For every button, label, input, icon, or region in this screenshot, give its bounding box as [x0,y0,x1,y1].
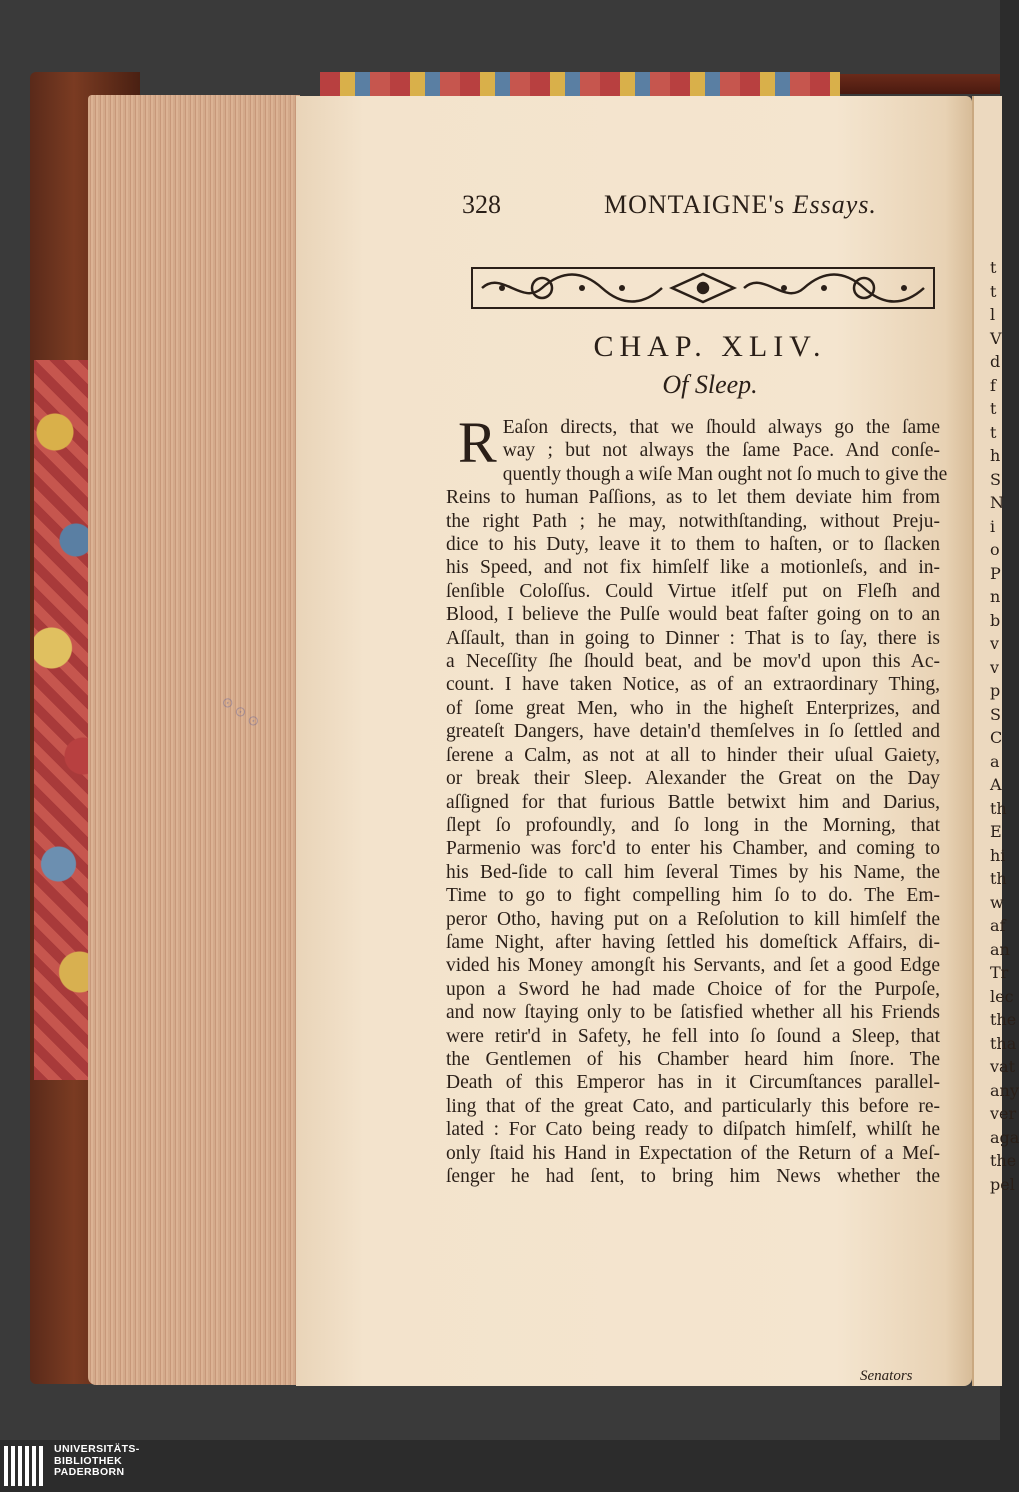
running-title-author: MONTAIGNE's [604,190,786,219]
ornamental-headpiece [472,266,934,310]
text-line: Death of this Emperor has in it Circumſtances parallel- [446,1072,940,1094]
facing-page-fragment: w [990,892,1004,912]
chapter-heading: CHAP. XLIV. [593,330,827,363]
facing-page-fragment: any [990,1080,1019,1100]
facing-page-fragment: i [990,516,996,536]
facing-page-fragment: hi [990,845,1006,865]
facing-page-fragment: V [990,328,1002,348]
facing-page-fragment: the [990,1151,1017,1170]
facing-page-fragment: A [990,775,1002,794]
text-line: way ; but not always the ſame Pace. And conſe- [502,440,940,462]
page-number: 328 [462,190,501,219]
text-line: greateſt Dangers, have detain'd themſelves in ſo ſettled and [446,721,940,743]
chapter-subtitle: Of Sleep. [662,370,758,399]
text-line: Eaſon directs, that we ſhould always go the ſame [502,417,940,438]
text-line: peror Otho, having put on a Reſolution to kill himſelf the [446,908,940,930]
facing-page-fragment: S [990,469,1001,489]
text-line: Parmenio was forc'd to enter his Chamber, and coming to [446,838,940,860]
facing-page-fragment: v [990,657,1000,677]
text-line: only ſtaid his Hand in Expectation of the Return of a Meſ- [446,1142,940,1164]
facing-page-fragment: Tr [990,963,1009,982]
facing-page-fragment: lec [990,986,1014,1006]
drop-cap: R [458,410,497,475]
facing-page-fragment: h [990,446,1001,465]
body-text [446,410,948,1188]
facing-page-fragment: b [990,610,1001,630]
facing-page-fragment: S [990,704,1001,724]
text-line: or break their Sleep. Alexander the Great on the Day [446,768,940,790]
facing-page-fragment: t [990,422,997,442]
text-line: the Gentlemen of his Chamber heard him ſnore. The [446,1048,940,1070]
text-line: his Bed-ſide to call him ſeveral Times by his Name, the [446,861,940,883]
facing-page-fragment: the [990,1010,1017,1029]
text-line: ſerene a Calm, as not at all to hinder their uſual Gaiety, [446,744,940,766]
facing-page-fragment: t [990,399,997,418]
text-line: of ſome great Men, who in the higheſt Enterprizes, and [446,697,940,719]
library-name-line1: UNIVERSITÄTS- [54,1443,140,1455]
text-line: upon a Sword he had made Choice of for the Purpoſe, [446,978,940,1000]
facing-page-fragment: th [990,798,1007,818]
library-footer [0,1440,1000,1492]
facing-page-fragment: l [990,305,996,324]
facing-page-fragment: th [990,869,1007,888]
facing-page-fragment: f [990,375,996,395]
library-stamp: ⊙ ⊙ ⊙ [218,692,264,731]
facing-page-fragment: pel [990,1174,1015,1194]
facing-page-fragment: a [990,751,1000,771]
text-line: lated : For Cato being ready to diſpatch himſelf, whilſt he [446,1119,940,1141]
text-line: ling that of the great Cato, and particularly this before re- [446,1095,940,1117]
text-line: were retir'd in Safety, he fell into ſo ſound a Sleep, that [446,1025,940,1047]
library-name [54,1444,140,1479]
facing-page-fragment: an [990,939,1010,959]
running-title-work: Essays. [792,190,877,219]
text-line: Time to go to fight compelling him ſo to do. The Em- [446,885,940,907]
text-line: aſſigned for that furious Battle betwixt him and Darius, [446,791,940,813]
text-line: the right Path ; he may, notwithſtanding, without Preju- [446,510,940,532]
running-title [604,190,877,220]
facing-page-fragment: p [990,681,1001,700]
marbled-endpaper-top [320,72,840,96]
catchword: Senators [860,1368,913,1384]
facing-page-fragment: d [990,352,1001,371]
library-name-line2: BIBLIOTHEK [54,1454,123,1467]
facing-page-fragment: vat [990,1057,1016,1076]
facing-page-fragment: n [990,587,1001,606]
facing-page [972,96,1019,1386]
text-line: and now ſtaying only to be ſatisfied whether all his Friends [446,1002,940,1024]
facing-page-fragment: C [990,728,1003,747]
facing-page-fragment: aga [990,1127,1019,1147]
text-line: Aſſault, than in going to Dinner : That is to ſay, there is [446,627,940,649]
text-line: dice to his Duty, leave it to them to haſten, or to ſlacken [446,534,940,556]
text-line: ſenger he had ſent, to bring him News whether the [446,1166,940,1187]
headband [840,74,1000,94]
text-line: quently though a wiſe Man ought not ſo much to give the [502,463,948,485]
facing-page-fragment: t [990,258,997,277]
text-line: ſame Night, after having ſettled his domeſtick Affairs, di- [446,931,940,953]
text-line: his Speed, and not fix himſelf like a motionleſs, and in- [446,557,940,579]
text-line: count. I have taken Notice, as of an extraordinary Thing, [446,674,940,696]
text-line: vided his Money amongſt his Servants, and ſet a good Edge [446,955,940,977]
text-line: ſenſible Coloſſus. Could Virtue itſelf put on Fleſh and [446,580,940,602]
facing-page-fragment: t [990,281,997,301]
facing-page-fragment: v [990,634,1000,653]
facing-page-fragment: N [990,493,1004,512]
text-line: a Neceſſity ſhe ſhould beat, and be mov'd upon this Ac- [446,651,940,673]
facing-page-fragment: af [990,916,1006,935]
facing-page-fragment: E [990,822,1002,841]
text-line: Blood, I believe the Pulſe would beat faſter going on to an [446,604,940,626]
library-logo-icon [4,1446,46,1486]
facing-page-fragment: tha [990,1033,1017,1053]
facing-page-text [990,256,1019,1196]
facing-page-fragment: o [990,540,1000,559]
library-name-line3: PADERBORN [54,1466,125,1478]
text-line: ſlept ſo profoundly, and ſo long in the Morning, that [446,814,940,836]
text-line: Reins to human Paſſions, as to let them deviate him from [446,487,940,509]
facing-page-fragment: P [990,563,1001,583]
facing-page-fragment: ver [990,1104,1017,1123]
